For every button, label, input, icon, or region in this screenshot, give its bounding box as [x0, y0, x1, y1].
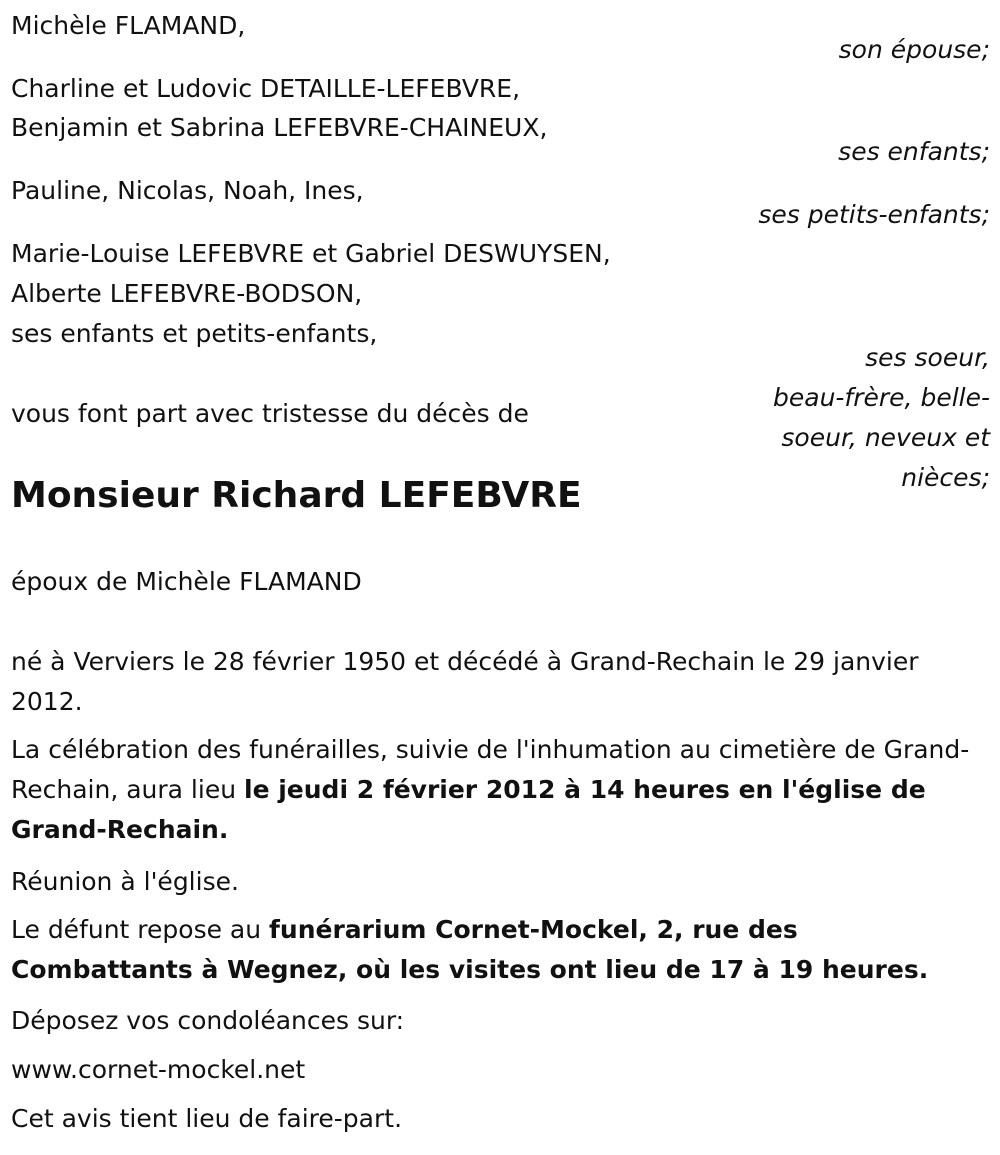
reunion: Réunion à l'église. — [11, 867, 239, 896]
child-name-2: Benjamin et Sabrina LEFEBVRE-CHAINEUX, — [11, 113, 548, 142]
funeral-text: La célébration des funérailles, suivie de l'inhumation au cimetière de Grand-Rechain, aura lieu — [11, 735, 970, 804]
announcement: vous font part avec tristesse du décès de — [11, 399, 529, 428]
siblings-role-line-3: soeur, neveux et — [781, 423, 990, 452]
funeral-info — [11, 730, 986, 850]
siblings-role-line-1: ses soeur, — [865, 343, 990, 372]
sibling-name-1: Marie-Louise LEFEBVRE et Gabriel DESWUYSEN, — [11, 239, 611, 268]
grandchildren-role: ses petits-enfants; — [758, 200, 990, 229]
funeral-date-place: le jeudi 2 février 2012 à 14 heures en l'église de Grand-Rechain. — [11, 775, 926, 844]
rest-info — [11, 910, 986, 990]
birth-death: né à Verviers le 28 février 1950 et décédé à Grand-Rechain le 29 janvier 2012. — [11, 647, 919, 716]
siblings-role-line-4: nièces; — [901, 463, 990, 492]
sibling-name-2: Alberte LEFEBVRE-BODSON, — [11, 279, 363, 308]
spouse-name: Michèle FLAMAND, — [11, 11, 246, 40]
condolences-label: Déposez vos condoléances sur: — [11, 1006, 405, 1035]
sibling-name-3: ses enfants et petits-enfants, — [11, 319, 378, 348]
deceased-name: Monsieur Richard LEFEBVRE — [11, 475, 582, 516]
child-name-1: Charline et Ludovic DETAILLE-LEFEBVRE, — [11, 74, 521, 103]
funerarium-details: funérarium Cornet-Mockel, 2, rue des Combattants à Wegnez, où les visites ont lieu de 17 à 19 heures. — [11, 915, 929, 984]
spouse-line: époux de Michèle FLAMAND — [11, 567, 362, 596]
condolences-url[interactable]: www.cornet-mockel.net — [11, 1055, 306, 1084]
closing-note: Cet avis tient lieu de faire-part. — [11, 1104, 403, 1133]
spouse-role: son épouse; — [838, 35, 990, 64]
rest-text: Le défunt repose au — [11, 915, 270, 944]
siblings-role-line-2: beau-frère, belle- — [773, 383, 990, 412]
grandchildren-names: Pauline, Nicolas, Noah, Ines, — [11, 176, 364, 205]
children-role: ses enfants; — [838, 137, 990, 166]
